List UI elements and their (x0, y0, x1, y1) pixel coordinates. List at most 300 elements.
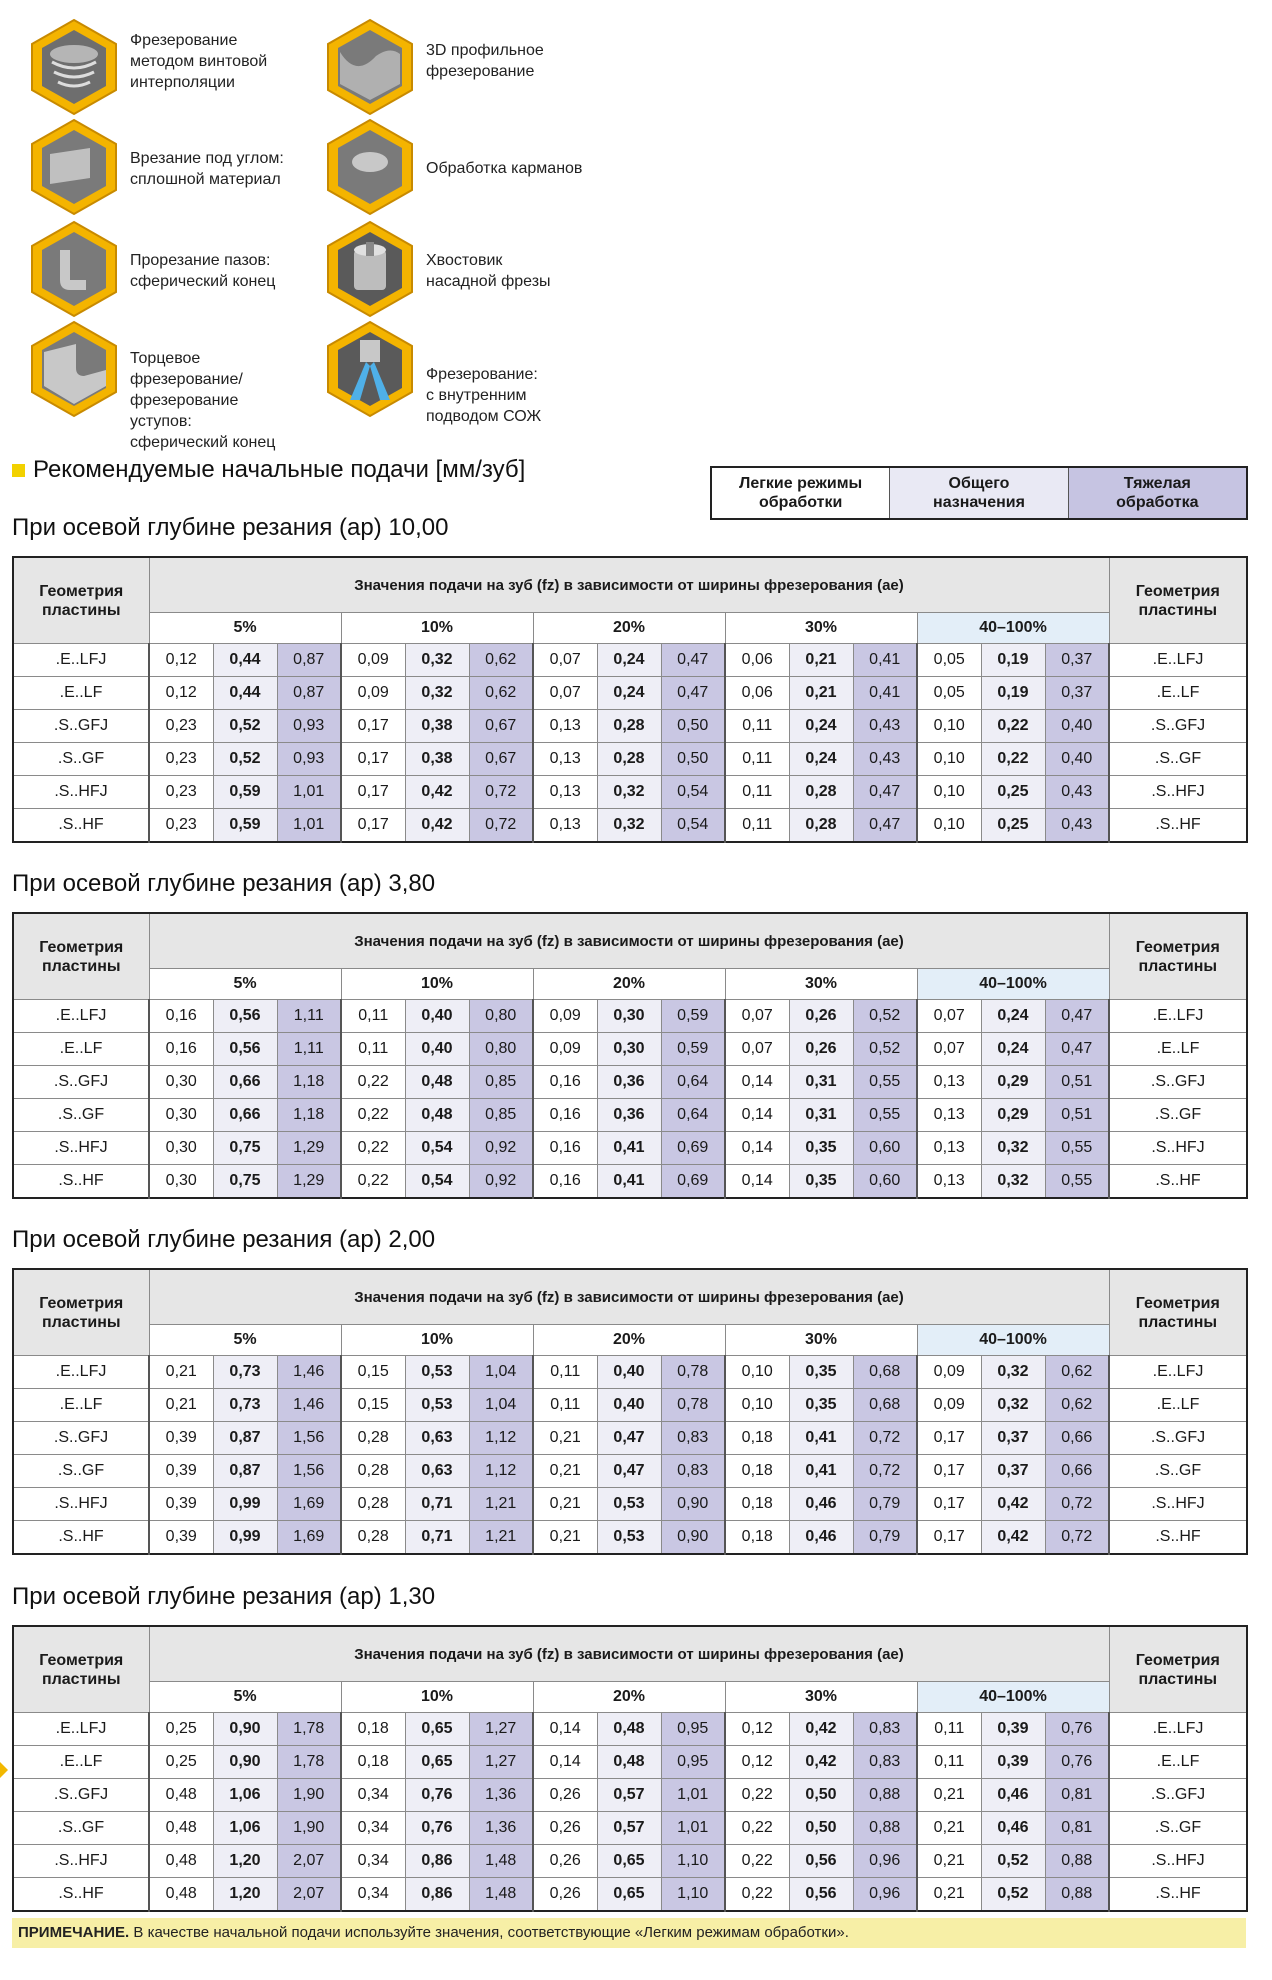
feed-value-cell: 0,63 (405, 1422, 469, 1455)
feed-value-cell: 0,99 (213, 1488, 277, 1521)
application-label (426, 40, 626, 82)
feed-value-cell: 0,28 (789, 809, 853, 843)
geometry-cell: .S..GFJ (13, 1779, 149, 1812)
feed-value-cell: 0,07 (917, 1033, 981, 1066)
feed-value-cell: 1,78 (277, 1746, 341, 1779)
table-row (13, 1389, 1247, 1422)
feed-value-cell: 0,72 (853, 1422, 917, 1455)
feed-value-cell: 1,90 (277, 1812, 341, 1845)
width-header: 10% (341, 1682, 533, 1713)
feed-value-cell: 0,36 (597, 1099, 661, 1132)
feed-value-cell: 0,41 (789, 1422, 853, 1455)
feed-value-cell: 0,69 (661, 1165, 725, 1199)
recommended-title-text: Рекомендуемые начальные подачи [мм/зуб] (33, 456, 526, 483)
feed-value-cell: 0,81 (1045, 1812, 1109, 1845)
feed-value-cell: 0,66 (213, 1066, 277, 1099)
feed-value-cell: 0,72 (1045, 1488, 1109, 1521)
width-header: 10% (341, 1325, 533, 1356)
width-header: 20% (533, 613, 725, 644)
feed-value-cell: 0,53 (597, 1521, 661, 1555)
feed-value-cell: 0,17 (917, 1455, 981, 1488)
feed-value-cell: 0,32 (981, 1132, 1045, 1165)
label-line: фрезерование/ (130, 371, 243, 388)
feed-value-cell: 0,43 (853, 743, 917, 776)
feed-value-cell: 1,01 (277, 776, 341, 809)
feed-value-cell: 0,55 (853, 1066, 917, 1099)
geometry-cell: .S..HF (13, 1878, 149, 1912)
feed-value-cell: 0,34 (341, 1878, 405, 1912)
geometry-header (1109, 1269, 1247, 1356)
feed-value-cell: 0,26 (533, 1878, 597, 1912)
feed-value-cell: 1,69 (277, 1488, 341, 1521)
width-header: 20% (533, 1325, 725, 1356)
feed-value-cell: 1,12 (469, 1455, 533, 1488)
shell-mill-shank-icon (326, 220, 414, 318)
feed-value-cell: 1,29 (277, 1132, 341, 1165)
feed-value-cell: 0,51 (1045, 1099, 1109, 1132)
feed-value-cell: 1,06 (213, 1779, 277, 1812)
feed-value-cell: 0,28 (597, 710, 661, 743)
feed-value-cell: 0,43 (853, 710, 917, 743)
feed-value-cell: 0,21 (533, 1455, 597, 1488)
feed-value-cell: 0,13 (533, 743, 597, 776)
feed-value-cell: 0,86 (405, 1845, 469, 1878)
feed-value-cell: 0,23 (149, 743, 213, 776)
feed-value-cell: 0,13 (917, 1066, 981, 1099)
geometry-cell: .S..GFJ (13, 1066, 149, 1099)
feed-value-cell: 0,30 (149, 1132, 213, 1165)
feed-value-cell: 0,48 (149, 1779, 213, 1812)
feed-value-cell: 0,48 (597, 1746, 661, 1779)
feed-value-cell: 0,19 (981, 644, 1045, 677)
legend-line: Легкие режимы (739, 475, 863, 492)
table-row (13, 1066, 1247, 1099)
feed-value-cell: 0,81 (1045, 1779, 1109, 1812)
feed-value-cell: 0,30 (597, 1000, 661, 1033)
application-3d-profile (326, 14, 626, 104)
section-title: При осевой глубине резания (ap) 10,00 (12, 514, 449, 541)
header-line: Геометрия (1135, 582, 1220, 600)
label-line: сферический конец (130, 273, 276, 290)
feed-value-cell: 0,46 (789, 1488, 853, 1521)
feed-value-cell: 0,21 (917, 1779, 981, 1812)
section-title: При осевой глубине резания (ap) 3,80 (12, 870, 436, 897)
feed-value-cell: 0,37 (1045, 644, 1109, 677)
feed-value-cell: 0,72 (853, 1455, 917, 1488)
feed-value-cell: 0,59 (661, 1033, 725, 1066)
feed-value-cell: 1,29 (277, 1165, 341, 1199)
feed-value-cell: 1,21 (469, 1488, 533, 1521)
geometry-cell: .S..HF (13, 1165, 149, 1199)
feed-value-cell: 0,56 (789, 1878, 853, 1912)
feed-value-cell: 0,18 (725, 1488, 789, 1521)
feed-value-cell: 0,14 (533, 1713, 597, 1746)
legend-line: обработки (759, 494, 843, 511)
feed-value-cell: 0,11 (725, 710, 789, 743)
feed-value-cell: 0,53 (597, 1488, 661, 1521)
feed-value-cell: 0,39 (149, 1455, 213, 1488)
feed-value-cell: 0,24 (789, 743, 853, 776)
feed-value-cell: 0,48 (405, 1099, 469, 1132)
feed-value-cell: 1,18 (277, 1099, 341, 1132)
feed-value-cell: 0,90 (213, 1746, 277, 1779)
geometry-cell: .S..GF (1109, 1455, 1247, 1488)
feed-table (12, 556, 1248, 843)
feed-value-cell: 0,40 (1045, 710, 1109, 743)
feed-values-header: Значения подачи на зуб (fz) в зависимости от ширины фрезерования (ae) (149, 1269, 1109, 1325)
table-row (13, 1356, 1247, 1389)
feed-value-cell: 0,43 (1045, 809, 1109, 843)
feed-value-cell: 0,16 (149, 1000, 213, 1033)
table-row (13, 809, 1247, 843)
feed-value-cell: 0,76 (405, 1812, 469, 1845)
legend-heavy (1068, 468, 1246, 518)
feed-value-cell: 1,48 (469, 1878, 533, 1912)
width-header: 10% (341, 969, 533, 1000)
feed-value-cell: 0,62 (469, 677, 533, 710)
legend-light (712, 468, 889, 518)
face-shoulder-ball-icon (30, 320, 118, 418)
feed-value-cell: 0,16 (533, 1099, 597, 1132)
feed-value-cell: 0,23 (149, 710, 213, 743)
feed-value-cell: 0,93 (277, 710, 341, 743)
feed-value-cell: 0,76 (405, 1779, 469, 1812)
header-line: пластины (1138, 601, 1218, 619)
feed-value-cell: 0,85 (469, 1099, 533, 1132)
feed-value-cell: 0,11 (725, 776, 789, 809)
width-header: 30% (725, 969, 917, 1000)
feed-value-cell: 0,42 (789, 1746, 853, 1779)
geometry-cell: .E..LF (1109, 677, 1247, 710)
feed-value-cell: 0,28 (789, 776, 853, 809)
width-header: 40–100% (917, 613, 1109, 644)
feed-value-cell: 0,07 (917, 1000, 981, 1033)
feed-value-cell: 0,48 (149, 1845, 213, 1878)
feed-value-cell: 0,47 (853, 776, 917, 809)
geometry-cell: .S..GFJ (13, 1422, 149, 1455)
feed-value-cell: 0,62 (1045, 1356, 1109, 1389)
feed-value-cell: 0,18 (341, 1746, 405, 1779)
feed-value-cell: 0,25 (981, 776, 1045, 809)
feed-value-cell: 0,25 (149, 1746, 213, 1779)
feed-value-cell: 0,18 (725, 1455, 789, 1488)
width-header: 20% (533, 969, 725, 1000)
label-line: сферический конец (130, 434, 276, 451)
feed-value-cell: 0,37 (981, 1422, 1045, 1455)
geometry-cell: .S..GFJ (1109, 1779, 1247, 1812)
feed-value-cell: 0,47 (1045, 1000, 1109, 1033)
feed-value-cell: 0,52 (981, 1845, 1045, 1878)
feed-value-cell: 0,63 (405, 1455, 469, 1488)
feed-value-cell: 0,72 (469, 776, 533, 809)
feed-value-cell: 0,87 (213, 1455, 277, 1488)
feed-value-cell: 0,31 (789, 1099, 853, 1132)
feed-value-cell: 0,21 (533, 1422, 597, 1455)
geometry-cell: .S..GF (13, 1812, 149, 1845)
feed-value-cell: 0,21 (533, 1488, 597, 1521)
feed-value-cell: 0,83 (661, 1422, 725, 1455)
feed-value-cell: 0,22 (981, 710, 1045, 743)
table-row (13, 1132, 1247, 1165)
feed-value-cell: 0,57 (597, 1812, 661, 1845)
feed-value-cell: 0,79 (853, 1488, 917, 1521)
feed-value-cell: 0,64 (661, 1099, 725, 1132)
feed-value-cell: 0,47 (1045, 1033, 1109, 1066)
feed-value-cell: 0,38 (405, 743, 469, 776)
geometry-cell: .E..LFJ (13, 1713, 149, 1746)
label-line: Фрезерование: (426, 366, 538, 383)
legend-line: Тяжелая (1123, 475, 1191, 492)
label-line: сплошной материал (130, 171, 281, 188)
geometry-cell: .S..GFJ (1109, 1422, 1247, 1455)
feed-value-cell: 0,16 (533, 1066, 597, 1099)
width-header: 30% (725, 613, 917, 644)
feed-value-cell: 0,26 (789, 1000, 853, 1033)
feed-value-cell: 0,15 (341, 1389, 405, 1422)
feed-value-cell: 0,26 (533, 1779, 597, 1812)
header-line: Геометрия (1135, 938, 1220, 956)
yellow-square-icon (12, 464, 25, 477)
width-header: 30% (725, 1682, 917, 1713)
feed-value-cell: 0,68 (853, 1389, 917, 1422)
feed-values-header: Значения подачи на зуб (fz) в зависимости от ширины фрезерования (ae) (149, 1626, 1109, 1682)
feed-value-cell: 0,72 (1045, 1521, 1109, 1555)
application-label (130, 148, 330, 190)
feed-value-cell: 0,88 (1045, 1878, 1109, 1912)
table-row (13, 1746, 1247, 1779)
feed-value-cell: 0,52 (213, 743, 277, 776)
feed-value-cell: 0,66 (1045, 1422, 1109, 1455)
feed-value-cell: 0,36 (597, 1066, 661, 1099)
feed-value-cell: 1,06 (213, 1812, 277, 1845)
feed-value-cell: 1,21 (469, 1521, 533, 1555)
geometry-cell: .E..LF (13, 1033, 149, 1066)
geometry-cell: .S..HF (13, 809, 149, 843)
geometry-cell: .S..HFJ (13, 776, 149, 809)
feed-value-cell: 0,46 (789, 1521, 853, 1555)
feed-value-cell: 0,83 (853, 1746, 917, 1779)
legend-line: Общего (948, 475, 1010, 492)
table-row (13, 1878, 1247, 1912)
application-label (130, 250, 330, 292)
feed-value-cell: 0,65 (597, 1878, 661, 1912)
feed-value-cell: 0,16 (149, 1033, 213, 1066)
table-row (13, 1845, 1247, 1878)
feed-table (12, 912, 1248, 1199)
feed-value-cell: 0,21 (533, 1521, 597, 1555)
feed-value-cell: 0,42 (405, 776, 469, 809)
application-slotting (30, 216, 330, 306)
legend-line: назначения (933, 494, 1025, 511)
feed-value-cell: 0,46 (981, 1779, 1045, 1812)
feed-value-cell: 0,65 (405, 1713, 469, 1746)
label-line: Фрезерование (130, 32, 238, 49)
feed-value-cell: 0,30 (597, 1033, 661, 1066)
feed-value-cell: 0,44 (213, 644, 277, 677)
feed-value-cell: 0,28 (341, 1488, 405, 1521)
feed-value-cell: 0,42 (981, 1521, 1045, 1555)
width-header: 5% (149, 969, 341, 1000)
feed-value-cell: 0,24 (597, 677, 661, 710)
feed-value-cell: 0,17 (341, 710, 405, 743)
feed-value-cell: 0,48 (149, 1878, 213, 1912)
geometry-cell: .S..GFJ (13, 710, 149, 743)
table-row (13, 1488, 1247, 1521)
feed-value-cell: 0,54 (405, 1165, 469, 1199)
feed-value-cell: 0,73 (213, 1389, 277, 1422)
feed-value-cell: 0,12 (149, 644, 213, 677)
3d-profile-milling-icon (326, 18, 414, 116)
feed-value-cell: 0,40 (597, 1389, 661, 1422)
feed-value-cell: 0,56 (789, 1845, 853, 1878)
geometry-cell: .E..LF (1109, 1389, 1247, 1422)
feed-value-cell: 0,07 (725, 1033, 789, 1066)
geometry-cell: .E..LFJ (1109, 1000, 1247, 1033)
feed-value-cell: 0,47 (661, 644, 725, 677)
feed-value-cell: 0,26 (789, 1033, 853, 1066)
feed-value-cell: 0,24 (597, 644, 661, 677)
feed-value-cell: 0,21 (917, 1845, 981, 1878)
geometry-cell: .E..LFJ (13, 644, 149, 677)
feed-value-cell: 0,50 (789, 1812, 853, 1845)
table-row (13, 1099, 1247, 1132)
pocketing-icon (326, 118, 414, 216)
feed-value-cell: 0,75 (213, 1132, 277, 1165)
feed-value-cell: 0,21 (789, 677, 853, 710)
header-line: пластины (41, 957, 121, 975)
label-line: Торцевое (130, 350, 201, 367)
feed-value-cell: 0,71 (405, 1488, 469, 1521)
feed-value-cell: 0,09 (917, 1356, 981, 1389)
label-line: методом винтовой (130, 53, 268, 70)
feed-value-cell: 0,57 (597, 1779, 661, 1812)
table-row (13, 644, 1247, 677)
feed-value-cell: 0,24 (789, 710, 853, 743)
feed-value-cell: 0,90 (213, 1713, 277, 1746)
geometry-cell: .S..GF (1109, 1099, 1247, 1132)
feed-value-cell: 0,55 (853, 1099, 917, 1132)
helical-interpolation-icon (30, 18, 118, 116)
geometry-cell: .S..HF (1109, 809, 1247, 843)
feed-value-cell: 0,32 (981, 1356, 1045, 1389)
feed-value-cell: 0,83 (853, 1713, 917, 1746)
feed-value-cell: 0,64 (661, 1066, 725, 1099)
applications-grid (30, 14, 630, 451)
feed-value-cell: 1,69 (277, 1521, 341, 1555)
feed-value-cell: 0,35 (789, 1356, 853, 1389)
feed-value-cell: 0,39 (981, 1746, 1045, 1779)
application-label (130, 30, 330, 93)
feed-value-cell: 0,59 (213, 776, 277, 809)
feed-value-cell: 1,11 (277, 1033, 341, 1066)
feed-value-cell: 0,18 (725, 1521, 789, 1555)
feed-value-cell: 0,39 (981, 1713, 1045, 1746)
feed-value-cell: 0,21 (917, 1812, 981, 1845)
feed-value-cell: 1,10 (661, 1878, 725, 1912)
feed-value-cell: 0,28 (341, 1455, 405, 1488)
geometry-cell: .E..LFJ (1109, 1713, 1247, 1746)
feed-value-cell: 0,90 (661, 1488, 725, 1521)
table-row (13, 677, 1247, 710)
label-line: насадной фрезы (426, 273, 551, 290)
feed-value-cell: 0,29 (981, 1066, 1045, 1099)
width-header: 40–100% (917, 969, 1109, 1000)
width-header: 30% (725, 1325, 917, 1356)
feed-value-cell: 0,60 (853, 1165, 917, 1199)
feed-value-cell: 1,56 (277, 1422, 341, 1455)
feed-value-cell: 0,17 (917, 1521, 981, 1555)
geometry-cell: .S..HF (1109, 1165, 1247, 1199)
width-header: 5% (149, 613, 341, 644)
feed-value-cell: 0,48 (405, 1066, 469, 1099)
geometry-cell: .E..LF (13, 1746, 149, 1779)
feed-value-cell: 0,52 (853, 1000, 917, 1033)
feed-value-cell: 0,51 (1045, 1066, 1109, 1099)
feed-value-cell: 0,54 (661, 809, 725, 843)
feed-value-cell: 0,24 (981, 1000, 1045, 1033)
feed-value-cell: 0,42 (789, 1713, 853, 1746)
geometry-cell: .S..GFJ (1109, 710, 1247, 743)
geometry-cell: .S..HF (1109, 1878, 1247, 1912)
feed-value-cell: 0,96 (853, 1845, 917, 1878)
header-line: Геометрия (39, 582, 124, 600)
feed-value-cell: 0,18 (725, 1422, 789, 1455)
feed-value-cell: 1,12 (469, 1422, 533, 1455)
feed-value-cell: 0,07 (725, 1000, 789, 1033)
label-line: Прорезание пазов: (130, 252, 271, 269)
feed-value-cell: 0,40 (405, 1000, 469, 1033)
feed-value-cell: 0,46 (981, 1812, 1045, 1845)
feed-value-cell: 0,10 (917, 776, 981, 809)
geometry-cell: .S..HFJ (13, 1132, 149, 1165)
feed-value-cell: 0,37 (1045, 677, 1109, 710)
feed-value-cell: 0,78 (661, 1389, 725, 1422)
feed-value-cell: 0,07 (533, 677, 597, 710)
feed-value-cell: 0,52 (213, 710, 277, 743)
application-pocketing (326, 114, 626, 204)
feed-value-cell: 1,27 (469, 1713, 533, 1746)
feed-value-cell: 0,47 (597, 1422, 661, 1455)
feed-value-cell: 0,13 (917, 1132, 981, 1165)
feed-value-cell: 0,39 (149, 1521, 213, 1555)
feed-value-cell: 0,13 (533, 710, 597, 743)
feed-value-cell: 0,07 (533, 644, 597, 677)
feed-value-cell: 0,55 (1045, 1165, 1109, 1199)
legend-general (889, 468, 1067, 518)
header-line: Геометрия (1135, 1294, 1220, 1312)
feed-value-cell: 0,66 (213, 1099, 277, 1132)
feed-value-cell: 0,85 (469, 1066, 533, 1099)
feed-value-cell: 0,41 (789, 1455, 853, 1488)
feed-value-cell: 0,05 (917, 644, 981, 677)
feed-value-cell: 0,17 (917, 1422, 981, 1455)
feed-value-cell: 0,87 (277, 677, 341, 710)
geometry-cell: .S..HF (1109, 1521, 1247, 1555)
feed-value-cell: 2,07 (277, 1845, 341, 1878)
table-row (13, 1000, 1247, 1033)
geometry-header (13, 1626, 149, 1713)
feed-value-cell: 0,56 (213, 1033, 277, 1066)
feed-value-cell: 0,10 (725, 1389, 789, 1422)
feed-value-cell: 0,32 (597, 809, 661, 843)
feed-value-cell: 0,40 (405, 1033, 469, 1066)
feed-value-cell: 1,01 (661, 1812, 725, 1845)
feed-value-cell: 0,47 (661, 677, 725, 710)
feed-value-cell: 0,13 (533, 809, 597, 843)
label-line: фрезерование (130, 392, 239, 409)
header-line: Геометрия (1135, 1651, 1220, 1669)
feed-value-cell: 0,35 (789, 1389, 853, 1422)
